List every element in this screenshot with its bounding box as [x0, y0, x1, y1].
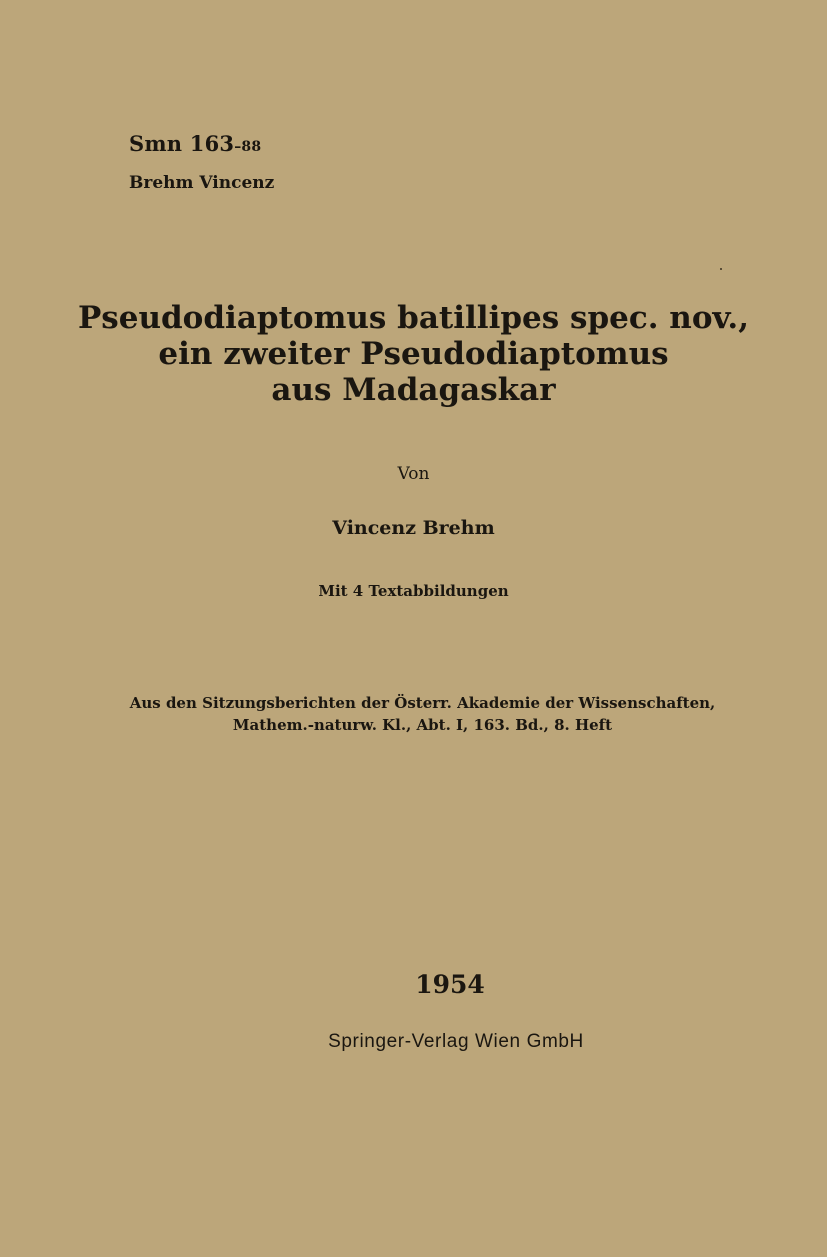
series-code-main: Smn 163	[129, 131, 235, 156]
document-title	[0, 300, 827, 408]
title-line-2: ein zweiter Pseudodiaptomus	[158, 336, 669, 372]
publisher-name: Springer-Verlag Wien GmbH	[328, 1031, 584, 1052]
author-name: Vincenz Brehm	[332, 517, 495, 539]
speck-mark	[720, 268, 722, 270]
series-code-suffix: –88	[234, 139, 262, 155]
source-line-2: Mathem.-naturw. Kl., Abt. I, 163. Bd., 8. Heft	[232, 716, 613, 734]
author-sort-label: Brehm Vincenz	[129, 173, 275, 193]
source-line-1: Aus den Sitzungsberichten der Österr. Akademie der Wissenschaften,	[129, 694, 716, 712]
von-label: Von	[397, 464, 430, 484]
series-code	[129, 131, 261, 156]
title-line-1: Pseudodiaptomus batillipes spec. nov.,	[77, 300, 749, 336]
figures-note: Mit 4 Textabbildungen	[318, 582, 509, 600]
publication-year: 1954	[415, 970, 485, 999]
title-line-3: aus Madagaskar	[271, 372, 556, 408]
source-note	[0, 692, 827, 736]
